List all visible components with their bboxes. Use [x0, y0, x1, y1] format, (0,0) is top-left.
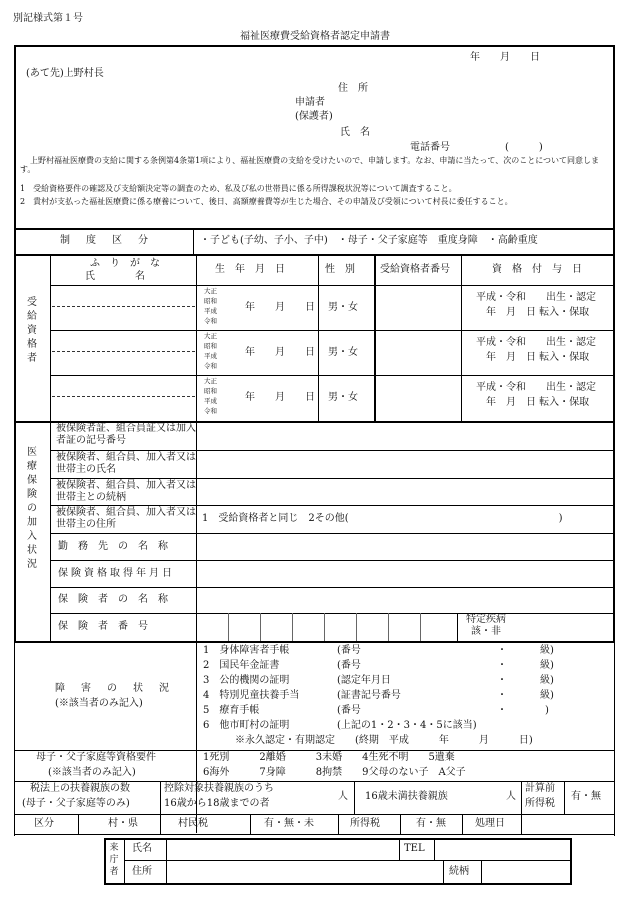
system-category-label: 制 度 区 分 [60, 235, 151, 246]
insurance-side-label: 医療保険の加入状況 [27, 447, 37, 570]
grant-line-1[interactable]: 平成・令和 出生・認定 [476, 337, 596, 348]
visitor-relation-label: 続柄 [449, 866, 469, 877]
workplace-label: 勤 務 先 の 名 称 [58, 541, 168, 552]
disability-item-4-grade[interactable]: 級) [540, 690, 554, 701]
grant-date-header: 資 格 付 与 日 [492, 264, 582, 275]
dob-value[interactable]: 年 月 日 [245, 347, 315, 358]
dob-header: 生 年 月 日 [215, 264, 285, 275]
disability-item-3[interactable]: 3 公的機関の証明 [203, 675, 290, 686]
single-parent-note: (※該当者のみ記入) [48, 767, 136, 778]
insurance-row-4-label: 被保険者、組合員、加入者又は世帯主の住所 [56, 507, 196, 530]
disability-label: 障 害 の 状 況 [55, 683, 172, 694]
form-number: 別記様式第１号 [13, 13, 83, 24]
era-2: 昭和 [204, 342, 217, 350]
insurance-row-1-label: 被保険者証、組合員証又は加入者証の記号番号 [56, 423, 196, 446]
era-3: 平成 [204, 352, 217, 360]
phone-field[interactable]: ( ) [505, 142, 543, 153]
grant-line-1[interactable]: 平成・令和 出生・認定 [476, 382, 596, 393]
permanent-certification[interactable]: ※永久認定・有期認定 (終期 平成 年 月 日) [235, 735, 533, 746]
disability-item-2[interactable]: 2 国民年金証書 [203, 660, 280, 671]
era-4: 令和 [204, 317, 217, 325]
disability-item-5-close: ) [545, 705, 549, 716]
disability-item-4-dot: ・ [497, 690, 507, 701]
recipients-side-label: 受給資格者 [27, 297, 37, 364]
era-4: 令和 [204, 407, 217, 415]
income-tax-bottom-status[interactable]: 有・無 [416, 818, 446, 829]
age-16-18-label: 16歳から18歳までの者 [164, 798, 270, 809]
specific-disease[interactable]: 特定疾病 該・非 [466, 614, 506, 637]
consent-item-1: 1 受給資格要件の確認及び支給額決定等の調査のため、私及び私の世帯員に係る所得課税状況等について調査すること。 [20, 184, 457, 193]
disability-item-4-no[interactable]: (証書記号番号 [337, 690, 401, 701]
sex-value[interactable]: 男・女 [328, 302, 358, 313]
visitor-tel-label: TEL [404, 843, 425, 854]
addressee: (あて先)上野村長 [26, 68, 104, 79]
disability-item-5[interactable]: 5 療育手帳 [203, 705, 260, 716]
era-2: 昭和 [204, 297, 217, 305]
single-parent-label: 母子・父子家庭等資格要件 [36, 752, 156, 763]
single-parent-row-1[interactable]: 1死別 2離婚 3未婚 4生死不明 5遺棄 [203, 752, 455, 763]
visitor-name-label: 氏名 [132, 843, 152, 854]
consent-intro: 上野村福祉医療費の支給に関する条例第4条第1項により、福祉医療費の支給を受けたいので、申請します。なお、申請に当たって、次のことについて同意します。 [20, 156, 600, 174]
name-header: 氏 名 [85, 271, 145, 282]
disability-item-1-grade[interactable]: 級) [540, 645, 554, 656]
disability-item-5-no[interactable]: (番号 [337, 705, 361, 716]
village-prefecture[interactable]: 村・県 [108, 818, 138, 829]
consent-item-2: 2 貴村が支払った福祉医療費に係る療養について、後日、高額療養費等が生じた場合、その申請及び受領について村長に委任すること。 [20, 197, 513, 206]
processing-date-label: 処理日 [475, 818, 505, 829]
disability-item-5-dot: ・ [497, 705, 507, 716]
era-4: 令和 [204, 362, 217, 370]
era-1: 大正 [204, 332, 217, 340]
disability-item-6[interactable]: 6 他市町村の証明 [203, 720, 290, 731]
furigana-header: ふ り が な [90, 258, 160, 269]
income-tax-bottom-label: 所得税 [350, 818, 380, 829]
disability-item-3-dot: ・ [497, 675, 507, 686]
under-16-label: 16歳未満扶養親族 [365, 791, 448, 802]
era-3: 平成 [204, 397, 217, 405]
disability-item-3-no[interactable]: (認定年月日 [337, 675, 391, 686]
disability-item-1-dot: ・ [497, 645, 507, 656]
disability-item-3-grade[interactable]: 級) [540, 675, 554, 686]
grant-line-2[interactable]: 年 月 日 転入・保取 [486, 307, 590, 318]
grant-line-2[interactable]: 年 月 日 転入・保取 [486, 352, 590, 363]
dob-value[interactable]: 年 月 日 [245, 392, 315, 403]
resident-tax-label: 村民税 [178, 818, 208, 829]
era-1: 大正 [204, 377, 217, 385]
income-tax-yes-no[interactable]: 有・無 [571, 791, 601, 802]
application-date[interactable]: 年 月 日 [470, 52, 540, 63]
target-dependents-label: 控除対象扶養親族のうち [164, 783, 274, 794]
kubun-label: 区分 [34, 818, 54, 829]
acquired-date-label: 保険資格取得年月日 [58, 568, 175, 579]
insurer-name-label: 保 険 者 の 名 称 [58, 594, 168, 605]
cert-no-header: 受給資格者番号 [380, 264, 450, 275]
system-category-options[interactable]: ・子ども(子幼、子小、子中) ・母子・父子家庭等 重度身障 ・高齢重度 [200, 235, 538, 246]
sex-value[interactable]: 男・女 [328, 347, 358, 358]
person-unit-2: 人 [506, 791, 516, 802]
disability-note: (※該当者のみ記入) [55, 698, 143, 709]
grant-line-2[interactable]: 年 月 日 転入・保取 [486, 397, 590, 408]
disability-item-4[interactable]: 4 特別児童扶養手当 [203, 690, 300, 701]
pre-calc-label: 計算前 [525, 783, 555, 794]
disability-item-6-note: (上記の1・2・3・4・5に該当) [337, 720, 477, 731]
disability-item-1-no[interactable]: (番号 [337, 645, 361, 656]
name-label: 氏 名 [340, 127, 370, 138]
dependents-label: 税法上の扶養親族の数 [30, 783, 130, 794]
disability-item-1[interactable]: 1 身体障害者手帳 [203, 645, 290, 656]
resident-tax-status[interactable]: 有・無・未 [264, 818, 314, 829]
sex-header: 性 別 [325, 264, 355, 275]
dependents-note: (母子・父子家庭等のみ) [22, 798, 130, 809]
era-3: 平成 [204, 307, 217, 315]
era-2: 昭和 [204, 387, 217, 395]
insurer-number-label: 保 険 者 番 号 [58, 621, 148, 632]
era-1: 大正 [204, 287, 217, 295]
income-tax-label: 所得税 [525, 798, 555, 809]
visitor-address-label: 住所 [132, 866, 152, 877]
grant-line-1[interactable]: 平成・令和 出生・認定 [476, 292, 596, 303]
insurance-row-3-label: 被保険者、組合員、加入者又は世帯主との続柄 [56, 480, 196, 503]
person-unit: 人 [338, 791, 348, 802]
insurance-row-2-label: 被保険者、組合員、加入者又は世帯主の氏名 [56, 452, 196, 475]
disability-item-2-dot: ・ [497, 660, 507, 671]
disability-item-2-no[interactable]: (番号 [337, 660, 361, 671]
sex-value[interactable]: 男・女 [328, 392, 358, 403]
guardian-label: (保護者) [295, 111, 333, 122]
visitor-label: 来庁者 [109, 843, 119, 877]
phone-label: 電話番号 [410, 142, 450, 153]
dob-value[interactable]: 年 月 日 [245, 302, 315, 313]
disability-item-2-grade[interactable]: 級) [540, 660, 554, 671]
applicant-label: 申請者 [295, 97, 325, 108]
insured-address-value[interactable]: 1 受給資格者と同じ 2その他( ) [202, 513, 563, 524]
form-title: 福祉医療費受給資格者認定申請書 [240, 31, 390, 42]
address-label: 住 所 [338, 83, 368, 94]
single-parent-row-2[interactable]: 6海外 7身障 8拘禁 9父母のない子 A父子 [203, 767, 466, 778]
